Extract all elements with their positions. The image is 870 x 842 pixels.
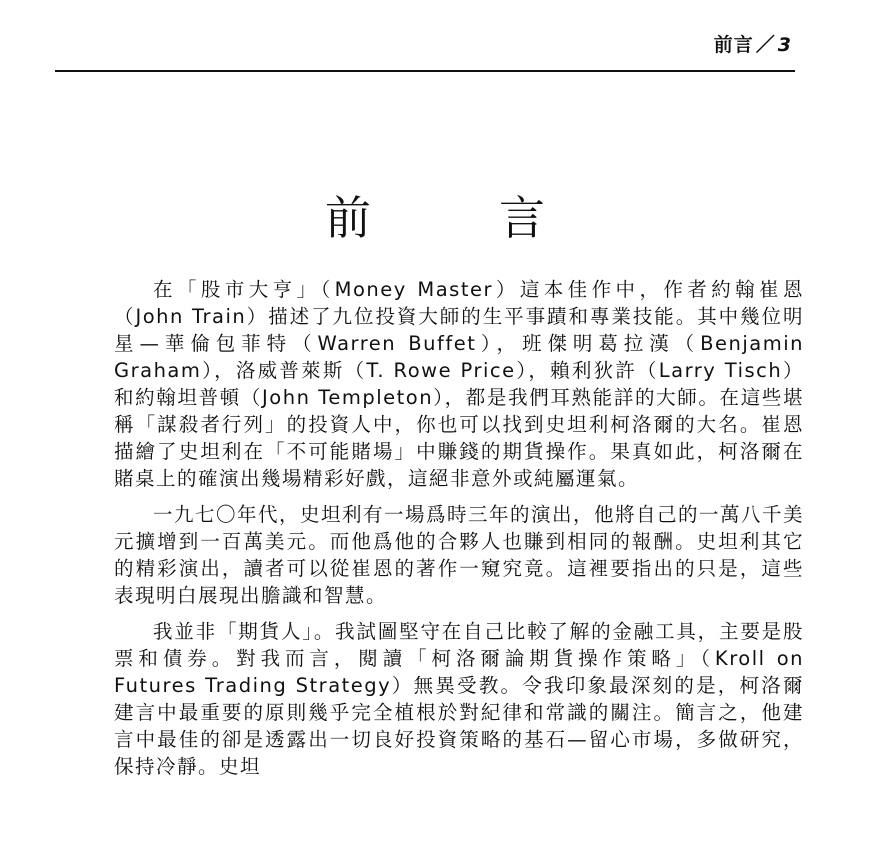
page-number: 3 bbox=[777, 34, 792, 56]
header-rule bbox=[55, 70, 795, 72]
paragraph-2: 一九七〇年代，史坦利有一場爲時三年的演出，他將自己的一萬八千美元擴增到一百萬美元。而他爲他的合夥人也賺到相同的報酬。史坦利其它的精彩演出，讀者可以從崔恩的著作一窺究竟。這裡要指出的只是，這些表現明白展現出膽識和智慧。 bbox=[114, 503, 805, 607]
chapter-title: 前言 bbox=[325, 191, 673, 245]
paragraph-3: 我並非「期貨人」。我試圖堅守在自己比較了解的金融工具，主要是股票和債券。對我而言，閱讀「柯洛爾論期貨操作策略」（Kroll on Futures Trading Strategy）無異受教。令我印象最深刻的是，柯洛爾建言中最重要的原則幾乎完全植根於對紀律和常識的關注。簡言之，他建言中最佳的卻是透露出一切良好投資策略的基石—留心市場，多做研究，保持冷靜。史坦 bbox=[114, 620, 804, 778]
running-head bbox=[714, 30, 792, 57]
body-text bbox=[114, 276, 804, 780]
paragraph-1: 在「股市大亨」（Money Master）這本佳作中，作者約翰崔恩（John Train）描述了九位投資大師的生平事蹟和專業技能。其中幾位明星—華倫包菲特（Warren Buffet），班傑明葛拉漢（Benjamin Graham），洛威普萊斯（T. Rowe Price），賴利狄許（Larry Tisch）和約翰坦普頓（John Templeton），都是我們耳熟能詳的大師。在這些堪稱「謀殺者行列」的投資人中，你也可以找到史坦利柯洛爾的大名。崔恩描繪了史坦利在「不可能賭場」中賺錢的期貨操作。果真如此，柯洛爾在賭桌上的確演出幾場精彩好戲，這絕非意外或純屬運氣。 bbox=[114, 278, 804, 490]
running-head-separator: ／ bbox=[755, 34, 776, 56]
running-head-title: 前言 bbox=[713, 34, 754, 56]
